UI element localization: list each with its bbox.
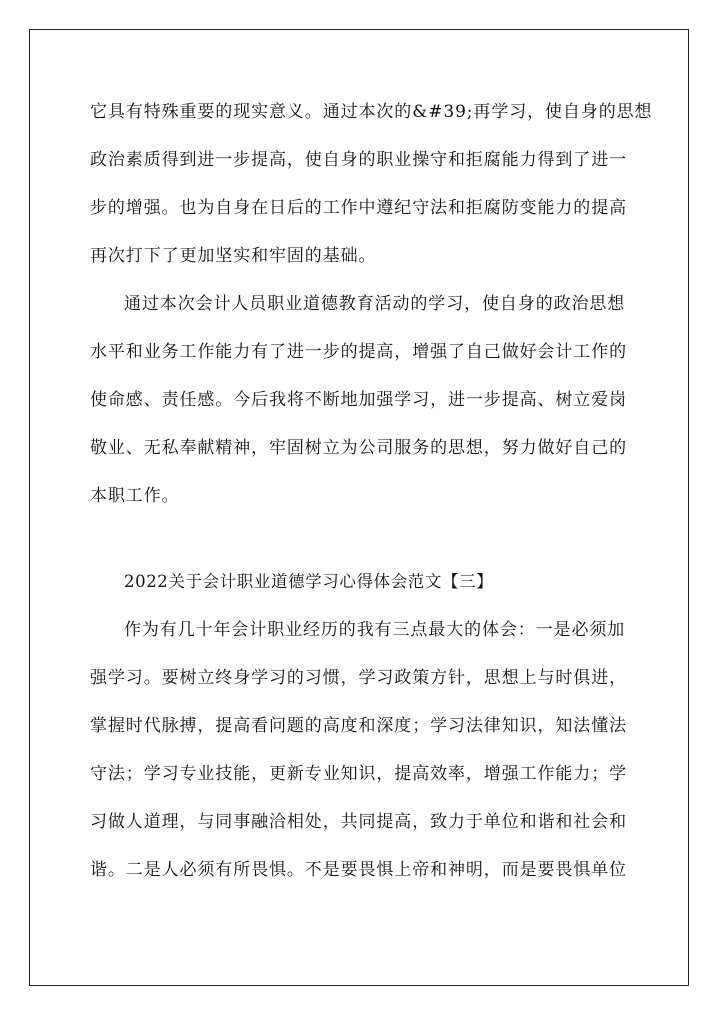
paragraph-1-line-4: 再次打下了更加坚实和牢固的基础。 xyxy=(90,246,377,266)
section3-line-2: 强学习。要树立终身学习的习惯，学习政策方针，思想上与时俱进， xyxy=(90,668,627,688)
section3-line-4: 守法；学习专业技能，更新专业知识，提高效率，增强工作能力；学 xyxy=(90,764,627,784)
paragraph-1-line-1: 它具有特殊重要的现实意义。通过本次的&#39;再学习，使自身的思想 xyxy=(90,102,653,122)
paragraph-2-line-5: 本职工作。 xyxy=(90,486,180,506)
section-heading: 2022关于会计职业道德学习心得体会范文【三】 xyxy=(124,572,494,591)
paragraph-2-line-1: 通过本次会计人员职业道德教育活动的学习，使自身的政治思想 xyxy=(124,294,626,314)
paragraph-1-line-2: 政治素质得到进一步提高，使自身的职业操守和拒腐能力得到了进一 xyxy=(90,150,627,170)
paragraph-1-line-3: 步的增强。也为自身在日后的工作中遵纪守法和拒腐防变能力的提高 xyxy=(90,198,627,218)
paragraph-2-line-4: 敬业、无私奉献精神，牢固树立为公司服务的思想，努力做好自己的 xyxy=(90,438,627,458)
section3-line-1: 作为有几十年会计职业经历的我有三点最大的体会：一是必须加 xyxy=(124,620,626,640)
paragraph-2-line-3: 使命感、责任感。今后我将不断地加强学习，进一步提高、树立爱岗 xyxy=(90,390,627,410)
section3-line-5: 习做人道理，与同事融洽相处，共同提高，致力于单位和谐和社会和 xyxy=(90,812,627,832)
section3-line-6: 谐。二是人必须有所畏惧。不是要畏惧上帝和神明，而是要畏惧单位 xyxy=(90,860,627,880)
paragraph-2-line-2: 水平和业务工作能力有了进一步的提高，增强了自己做好会计工作的 xyxy=(90,342,627,362)
section3-line-3: 掌握时代脉搏，提高看问题的高度和深度；学习法律知识，知法懂法 xyxy=(90,716,627,736)
